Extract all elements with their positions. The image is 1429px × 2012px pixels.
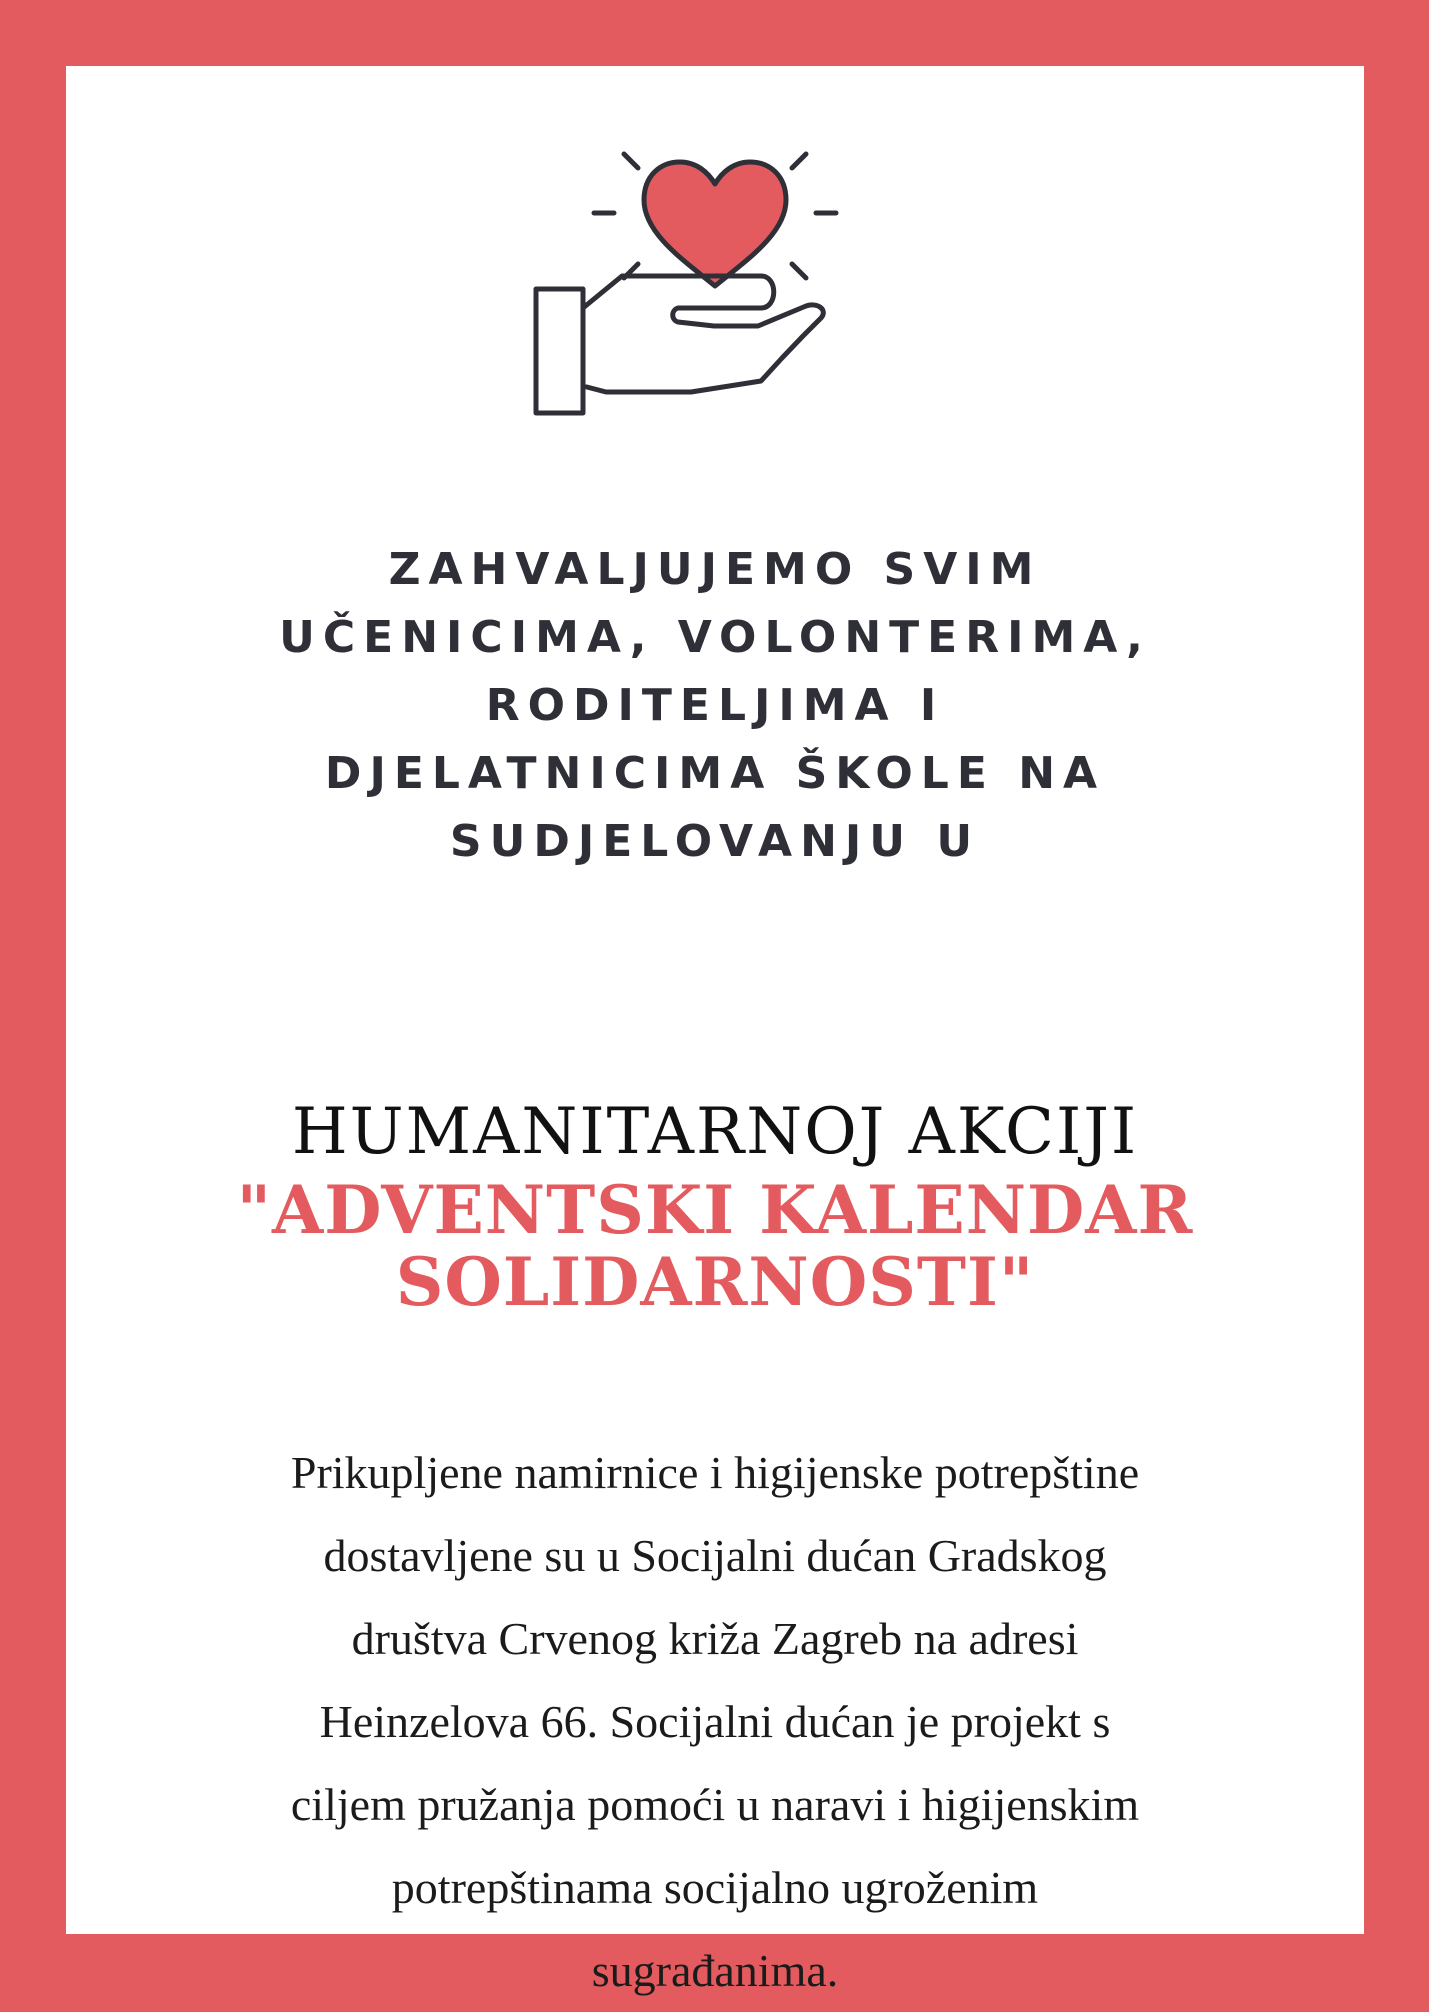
description-line: društva Crvenog križa Zagreb na adresi bbox=[351, 1613, 1079, 1664]
thanks-heading bbox=[66, 536, 1364, 876]
heart-icon bbox=[644, 162, 786, 286]
campaign-line: SOLIDARNOSTI" bbox=[395, 1243, 1035, 1321]
campaign-line: "ADVENTSKI KALENDAR bbox=[236, 1171, 1194, 1249]
description-line: potrepštinama socijalno ugroženim bbox=[391, 1862, 1039, 1913]
description-paragraph bbox=[66, 1431, 1364, 2012]
poster-card bbox=[66, 66, 1364, 1996]
thanks-line: DJELATNICIMA ŠKOLE NA bbox=[324, 748, 1106, 799]
thanks-line: ZAHVALJUJEMO SVIM bbox=[388, 544, 1042, 595]
hand-icon bbox=[536, 276, 823, 413]
heart-in-hand-icon bbox=[66, 66, 1364, 466]
description-line: Prikupljene namirnice i higijenske potrepštine bbox=[290, 1447, 1140, 1498]
campaign-name bbox=[66, 1171, 1364, 1321]
description-line: dostavljene su u Socijalni dućan Gradskog bbox=[323, 1530, 1107, 1581]
thanks-line: RODITELJIMA I bbox=[485, 680, 945, 731]
thanks-line: SUDJELOVANJU U bbox=[449, 816, 981, 867]
description-line: ciljem pružanja pomoći u naravi i higijenskim bbox=[290, 1779, 1140, 1830]
thanks-line: UČENICIMA, VOLONTERIMA, bbox=[279, 612, 1151, 663]
action-title: HUMANITARNOJ AKCIJI bbox=[291, 1095, 1139, 1169]
description-line: Heinzelova 66. Socijalni dućan je projekt s bbox=[319, 1696, 1111, 1747]
description-line: sugrađanima. bbox=[591, 1945, 839, 1996]
